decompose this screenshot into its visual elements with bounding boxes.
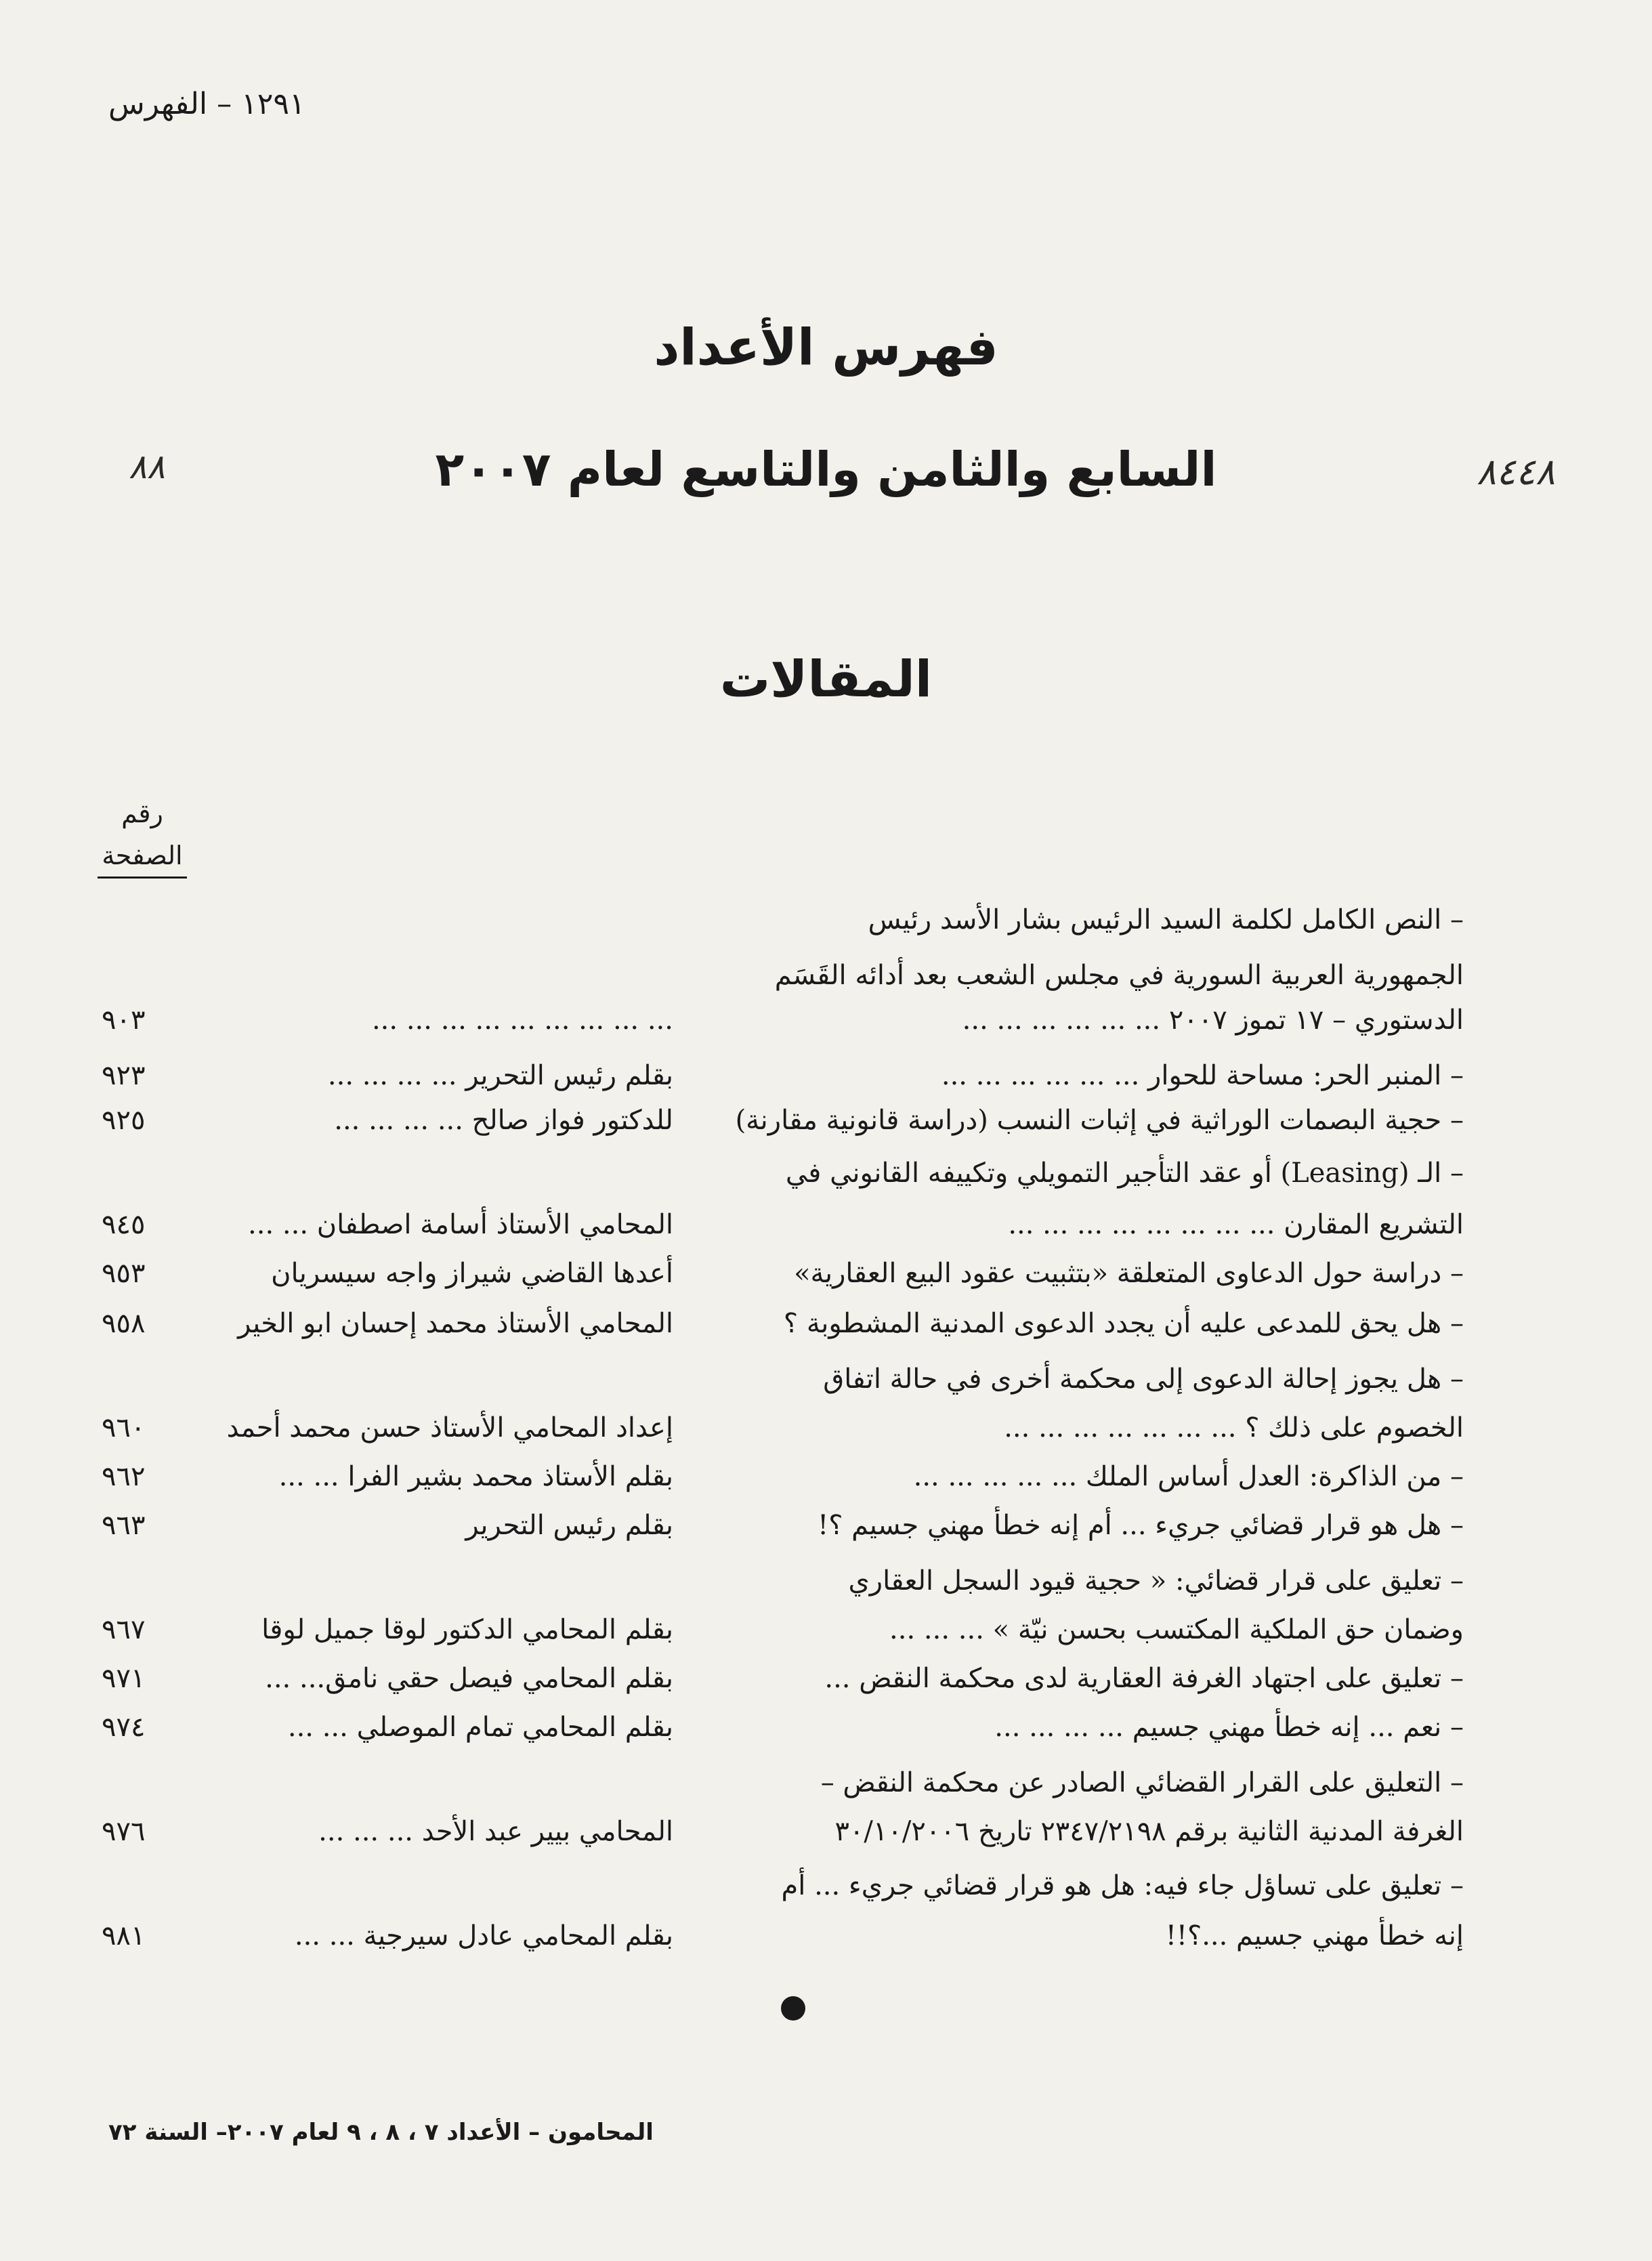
entry-author: ... ... ... ... ... ... ... ... ...	[371, 1005, 673, 1036]
toc-line	[0, 1867, 1652, 1921]
entry-author: بقلم رئيس التحرير ... ... ... ...	[327, 1060, 673, 1091]
toc-line	[0, 1764, 1652, 1818]
entry-author: المحامي بيير عبد الأحد ... ... ...	[318, 1816, 673, 1847]
entry-page-number: ٩٧٦	[102, 1816, 146, 1847]
entry-author: بقلم المحامي تمام الموصلي ... ...	[287, 1712, 673, 1743]
section-title-articles: المقالات	[719, 650, 933, 709]
toc-line	[0, 1562, 1652, 1616]
entry-author: إعداد المحامي الأستاذ حسن محمد أحمد	[226, 1412, 673, 1443]
toc-entry	[0, 1708, 1652, 1762]
entry-title: – نعم ... إنه خطأ مهني جسيم ... ... ... ...	[994, 1712, 1464, 1743]
bullet-dot-icon	[781, 1996, 805, 2021]
entry-title: – حجية البصمات الوراثية في إثبات النسب (دراسة قانونية مقارنة)	[735, 1105, 1464, 1136]
toc-entry	[0, 1917, 1652, 1971]
toc-line	[0, 901, 1652, 955]
entry-title: – النص الكامل لكلمة السيد الرئيس بشار الأسد رئيس	[868, 904, 1464, 935]
entry-author: بقلم الأستاذ محمد بشير الفرا ... ...	[278, 1461, 673, 1492]
entry-page-number: ٩٥٨	[102, 1308, 146, 1339]
entry-title: – هل يحق للمدعى عليه أن يجدد الدعوى المدنية المشطوبة ؟	[783, 1308, 1464, 1339]
entry-author: بقلم المحامي فيصل حقي نامق... ...	[265, 1663, 673, 1694]
toc-entry	[0, 1254, 1652, 1309]
entry-page-number: ٩٨١	[102, 1920, 146, 1951]
page-subtitle: السابع والثامن والتاسع لعام ٢٠٠٧	[435, 442, 1217, 497]
entry-title: – من الذاكرة: العدل أساس الملك ... ... ... ... ...	[913, 1461, 1464, 1492]
toc-entry	[0, 1206, 1652, 1260]
entry-title: التشريع المقارن ... ... ... ... ... ... ... ...	[1008, 1209, 1464, 1240]
entry-title: الخصوم على ذلك ؟ ... ... ... ... ... ... ...	[1004, 1412, 1464, 1443]
entry-page-number: ٩٧١	[102, 1663, 146, 1694]
entry-page-number: ٩٧٤	[102, 1712, 146, 1743]
entry-page-number: ٩٥٣	[102, 1258, 146, 1289]
entry-title: – المنبر الحر: مساحة للحوار ... ... ... ... ... ...	[941, 1060, 1464, 1091]
toc-entry	[0, 1506, 1652, 1561]
entry-page-number: ٩٦٣	[102, 1510, 146, 1541]
entry-title: – تعليق على قرار قضائي: « حجية قيود السجل العقاري	[848, 1565, 1464, 1597]
page-title: فهرس الأعداد	[654, 318, 998, 377]
toc-entry	[0, 1660, 1652, 1714]
toc-entry	[0, 1101, 1652, 1156]
entry-author: المحامي الأستاذ محمد إحسان ابو الخير	[238, 1308, 673, 1339]
page-footer: المحامون – الأعداد ٧ ، ٨ ، ٩ لعام ٢٠٠٧– السنة ٧٢	[108, 2119, 654, 2146]
entry-title: الغرفة المدنية الثانية برقم ٢٣٤٧/٢١٩٨ تاريخ ٣٠/١٠/٢٠٠٦	[834, 1816, 1464, 1847]
toc-entry	[0, 1001, 1652, 1055]
entry-title: – تعليق على تساؤل جاء فيه: هل هو قرار قضائي جريء ... أم	[781, 1870, 1464, 1901]
page-column-label-2: الصفحة	[98, 834, 186, 879]
entry-author: بقلم المحامي عادل سيرجية ... ...	[294, 1920, 673, 1951]
entry-page-number: ٩٦٧	[102, 1614, 146, 1645]
entry-page-number: ٩٦٠	[102, 1412, 146, 1443]
entry-page-number: ٩٢٣	[102, 1060, 146, 1091]
entry-author: للدكتور فواز صالح ... ... ... ...	[334, 1105, 673, 1136]
entry-title: وضمان حق الملكية المكتسب بحسن نيّة » ... ... ...	[889, 1614, 1464, 1645]
entry-author: أعدها القاضي شيراز واجه سيسريان	[271, 1258, 673, 1289]
entry-page-number: ٩٦٢	[102, 1461, 146, 1492]
entry-title: الدستوري – ١٧ تموز ٢٠٠٧ ... ... ... ... ... ...	[962, 1005, 1464, 1036]
toc-line	[0, 1360, 1652, 1414]
entry-page-number: ٩٤٥	[102, 1209, 146, 1240]
toc-entry	[0, 1611, 1652, 1665]
entry-title: – هل هو قرار قضائي جريء ... أم إنه خطأ مهني جسيم ؟!	[818, 1510, 1464, 1541]
entry-page-number: ٩٢٥	[102, 1105, 146, 1136]
entry-title: – دراسة حول الدعاوى المتعلقة «بتثبيت عقود البيع العقارية»	[794, 1258, 1464, 1289]
entry-title: – الـ (Leasing) أو عقد التأجير التمويلي وتكييفه القانوني في	[785, 1158, 1464, 1189]
handwritten-note-left: ٨٨	[129, 447, 165, 486]
toc-line	[0, 1154, 1652, 1208]
toc-entry	[0, 1458, 1652, 1512]
entry-title: – تعليق على اجتهاد الغرفة العقارية لدى محكمة النقض ...	[824, 1663, 1464, 1694]
page-column-label-1: رقم	[121, 799, 163, 828]
entry-title: – التعليق على القرار القضائي الصادر عن محكمة النقض –	[820, 1767, 1464, 1798]
entry-title: الجمهورية العربية السورية في مجلس الشعب بعد أدائه القَسَم	[774, 960, 1464, 991]
page-number-column-header	[81, 793, 203, 879]
entry-author: بقلم رئيس التحرير	[465, 1510, 673, 1541]
toc-entry	[0, 1305, 1652, 1359]
entry-title: إنه خطأ مهني جسيم ...؟!!	[1165, 1920, 1464, 1951]
entry-page-number: ٩٠٣	[102, 1005, 146, 1036]
toc-entry	[0, 1409, 1652, 1463]
entry-author: بقلم المحامي الدكتور لوقا جميل لوقا	[261, 1614, 673, 1645]
entry-author: المحامي الأستاذ أسامة اصطفان ... ...	[248, 1209, 673, 1240]
running-head: ١٢٩١ – الفهرس	[108, 87, 305, 121]
entry-title: – هل يجوز إحالة الدعوى إلى محكمة أخرى في حالة اتفاق	[823, 1364, 1464, 1395]
toc-entry	[0, 1813, 1652, 1867]
handwritten-note-right: ٨٤٤٨	[1477, 450, 1556, 493]
